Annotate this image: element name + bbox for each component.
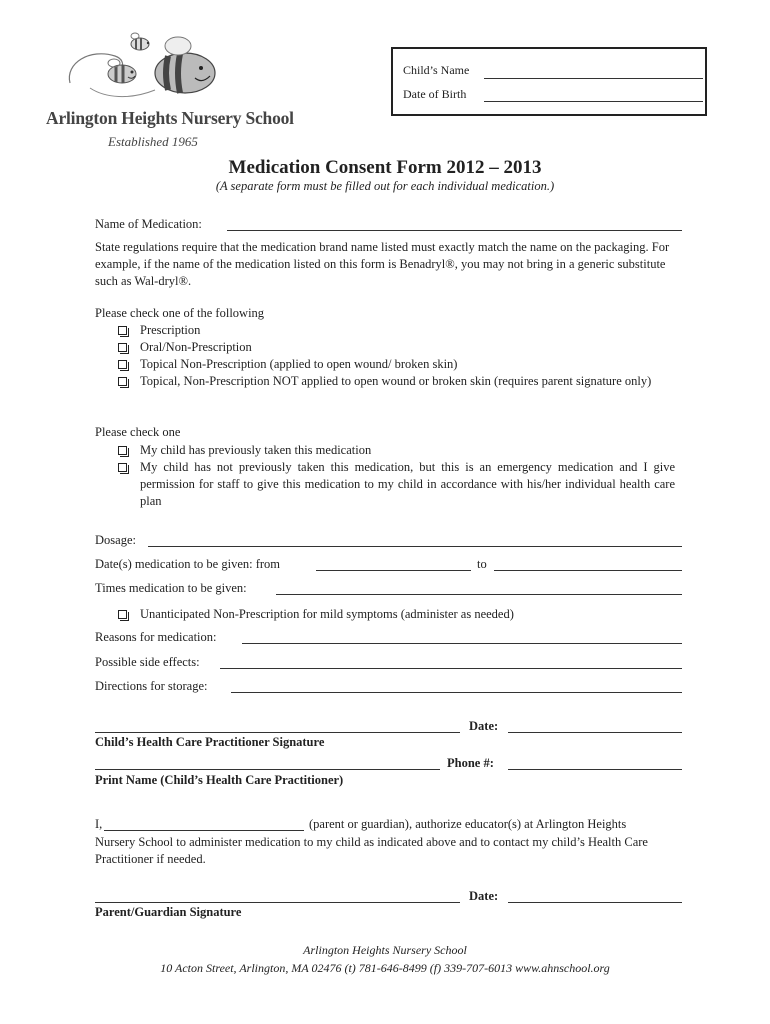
to-label: to <box>477 557 487 571</box>
side-effects-label: Possible side effects: <box>95 655 200 669</box>
medication-name-label: Name of Medication: <box>95 217 202 231</box>
checkbox-previously-taken[interactable] <box>118 446 127 455</box>
print-name-label: Print Name (Child’s Health Care Practitioner) <box>95 773 344 787</box>
child-info-box <box>391 47 707 116</box>
storage-label: Directions for storage: <box>95 679 208 693</box>
checkbox-topical-open-wound[interactable] <box>118 360 127 369</box>
dosage-field[interactable] <box>148 534 682 547</box>
practitioner-signature-field[interactable] <box>95 720 460 733</box>
school-name: Arlington Heights Nursery School <box>46 108 294 128</box>
option-previously-taken: My child has previously taken this medication <box>140 443 372 457</box>
storage-field[interactable] <box>231 680 682 693</box>
checkbox-unanticipated[interactable] <box>118 610 127 619</box>
times-field[interactable] <box>276 582 682 595</box>
small-bee-icon <box>131 33 149 50</box>
side-effects-field[interactable] <box>220 656 682 669</box>
checkbox-prescription[interactable] <box>118 326 127 335</box>
dates-label: Date(s) medication to be given: from <box>95 557 281 571</box>
parent-date-field[interactable] <box>508 890 682 903</box>
checkbox-topical-not-open-wound[interactable] <box>118 377 127 386</box>
dob-label: Date of Birth <box>403 87 467 101</box>
history-section-label: Please check one <box>95 425 181 439</box>
parent-name-field[interactable] <box>104 818 304 831</box>
form-title: Medication Consent Form 2012 – 2013 <box>228 157 542 178</box>
large-bee-icon <box>155 37 215 93</box>
footer-school: Arlington Heights Nursery School <box>303 943 467 957</box>
medication-name-field[interactable] <box>227 218 682 231</box>
practitioner-print-name-field[interactable] <box>95 757 440 770</box>
practitioner-date-label: Date: <box>469 719 499 733</box>
dob-field[interactable] <box>484 100 703 102</box>
option-unanticipated: Unanticipated Non-Prescription for mild symptoms (administer as needed) <box>140 607 514 621</box>
reasons-label: Reasons for medication: <box>95 630 217 644</box>
child-name-field[interactable] <box>484 77 703 79</box>
form-subtitle: (A separate form must be filled out for each individual medication.) <box>215 179 555 193</box>
type-section-label: Please check one of the following <box>95 306 265 320</box>
times-label: Times medication to be given: <box>95 581 247 595</box>
option-prescription: Prescription <box>140 323 201 337</box>
authorization-text-line1: (parent or guardian), authorize educator(s) at Arlington Heights <box>309 817 627 831</box>
practitioner-signature-label: Child’s Health Care Practitioner Signature <box>95 735 325 749</box>
checkbox-oral-non-prescription[interactable] <box>118 343 127 352</box>
option-emergency-medication: My child has not previously taken this medication, but this is an emergency medication and I give permission for staff to give this medication to my child in accordance with his/her individual health care plan <box>140 460 675 508</box>
authorization-prefix: I, <box>95 817 103 831</box>
checkbox-emergency-medication[interactable] <box>118 463 127 472</box>
dosage-label: Dosage: <box>95 533 136 547</box>
option-oral-non-prescription: Oral/Non-Prescription <box>140 340 252 354</box>
phone-label: Phone #: <box>447 756 494 770</box>
established-year: Established 1965 <box>108 134 198 149</box>
school-logo <box>60 28 230 110</box>
option-topical-not-open-wound: Topical, Non-Prescription NOT applied to open wound or broken skin (requires parent signature only) <box>140 374 652 388</box>
option-topical-open-wound: Topical Non-Prescription (applied to open wound/ broken skin) <box>140 357 458 371</box>
phone-field[interactable] <box>508 757 682 770</box>
date-from-field[interactable] <box>316 558 471 571</box>
parent-date-label: Date: <box>469 889 499 903</box>
footer-contact: 10 Acton Street, Arlington, MA 02476 (t) 781-646-8499 (f) 339-707-6013 www.ahnschool.org <box>160 961 610 975</box>
regulations-text: State regulations require that the medication brand name listed must exactly match the name on the packaging. For example, if the name of the medication listed on this form is Benadryl®, you may not bring in a generic substitute such as Wal-dryl®. <box>95 240 670 288</box>
child-name-label: Child’s Name <box>403 63 470 77</box>
parent-signature-field[interactable] <box>95 890 460 903</box>
authorization-text-rest: Nursery School to administer medication to my child as indicated above and to contact my child’s Health Care Practitioner if needed. <box>95 835 648 866</box>
date-to-field[interactable] <box>494 558 682 571</box>
reasons-field[interactable] <box>242 631 682 644</box>
practitioner-date-field[interactable] <box>508 720 682 733</box>
parent-signature-label: Parent/Guardian Signature <box>95 905 242 919</box>
